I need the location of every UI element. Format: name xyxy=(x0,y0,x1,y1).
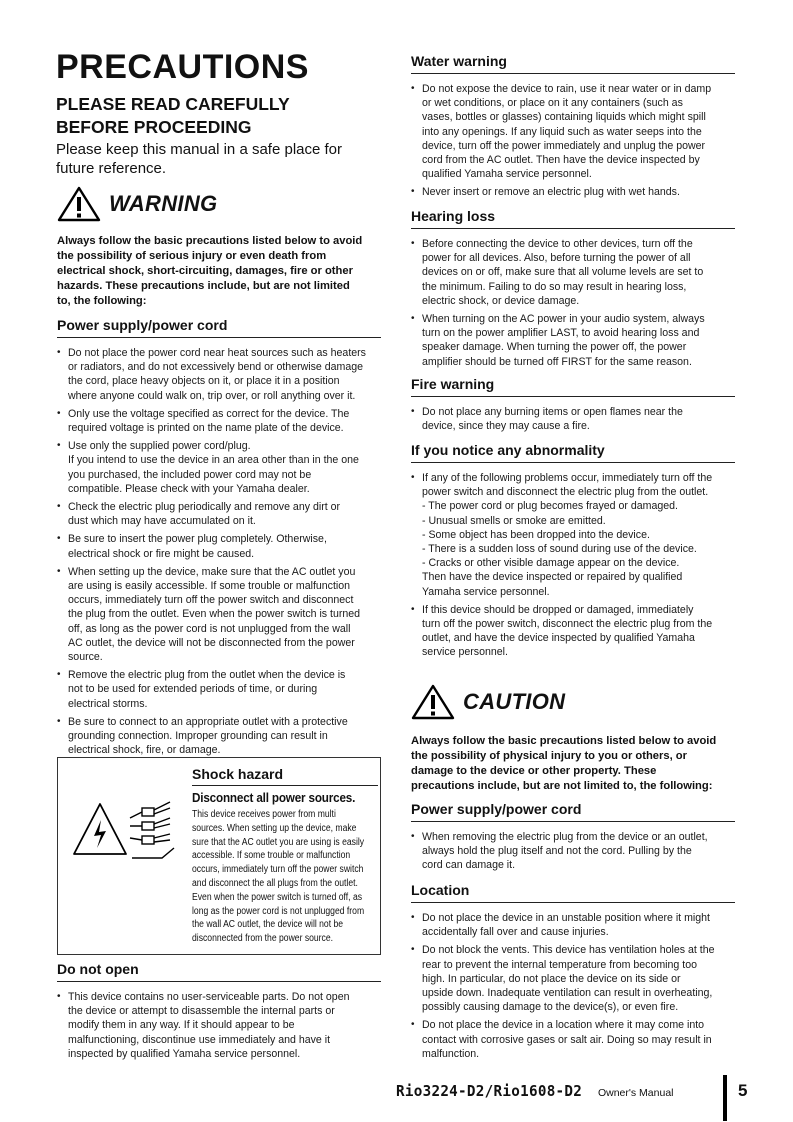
list-item-line: off, as long as the power cord is not unplugged from the wall xyxy=(68,622,351,635)
warning-signal xyxy=(57,186,217,222)
list-item xyxy=(68,990,381,1061)
section-heading: Power supply/power cord xyxy=(57,317,381,338)
section-location xyxy=(411,882,735,1065)
list-item-line: turn off the power switch, disconnect the electric plug from the xyxy=(422,618,713,631)
list-item xyxy=(422,1018,735,1061)
list-item-line: • Use only the supplied power cord/plug. xyxy=(68,440,251,453)
list-item-line: • When removing the electric plug from the device or an outlet, xyxy=(422,831,708,843)
bullet-list xyxy=(411,82,735,200)
section-caution-power xyxy=(411,801,735,877)
list-item xyxy=(68,407,381,435)
list-item-line: device, since they may cause a fire. xyxy=(422,420,590,433)
list-item xyxy=(68,346,381,403)
footer xyxy=(396,1082,674,1100)
list-item-line: • When setting up the device, make sure that the AC outlet you xyxy=(68,565,356,578)
list-item-line: - Unusual smells or smoke are emitted. xyxy=(422,514,606,527)
shock-hazard-line: Even when the power switch is turned off, as xyxy=(192,891,363,903)
list-item-line: • Check the electric plug periodically and remove any dirt or xyxy=(68,501,341,514)
list-item-line: • Do not block the vents. This device has ventilation holes at the xyxy=(422,944,715,957)
bullet-list xyxy=(411,911,735,1061)
list-item-line: the minimum. Failing to do so may result in hearing loss, xyxy=(422,280,687,293)
manual-name: Owner's Manual xyxy=(597,1087,674,1099)
list-item-line: • Remove the electric plug from the outlet when the device is xyxy=(68,669,346,682)
list-item-line: not to be used for extended periods of time, or during xyxy=(68,683,318,696)
list-item-line: dust which may have accumulated on it. xyxy=(68,515,256,528)
list-item-line: devices on or off, make sure that all volume levels are set to xyxy=(422,266,704,279)
list-item-line: are using is easily accessible. If some trouble or malfunction xyxy=(68,580,351,593)
list-item xyxy=(422,312,735,369)
bullet-list xyxy=(411,405,735,433)
list-item-line: • Do not place the device in a location where it may come into xyxy=(422,1019,705,1032)
list-item-line: into any openings. If any liquid such as water seeps into the xyxy=(422,125,702,138)
section-heading: Fire warning xyxy=(411,376,735,397)
list-item-line: • Never insert or remove an electric plug with wet hands. xyxy=(422,186,680,199)
shock-hazard-box xyxy=(57,757,381,955)
shock-hazard-line: the wall AC outlet, the device will not be xyxy=(192,919,344,931)
list-item-line: the device or attempt to disassemble the internal parts or xyxy=(68,1005,335,1018)
bullet-list xyxy=(57,990,381,1061)
list-item-line: power switch and disconnect the electric plug from the outlet. xyxy=(422,486,709,499)
page-rule xyxy=(723,1075,727,1121)
list-item-line: • Only use the voltage specified as correct for the device. The xyxy=(68,407,350,420)
caution-triangle-icon xyxy=(411,684,455,720)
list-item-line: • If any of the following problems occur, immediately turn off the xyxy=(422,472,713,484)
list-item-line: upside down. Inadequate ventilation can result in overheating, xyxy=(422,987,713,1000)
model-name: Rio3224-D2/Rio1608-D2 xyxy=(396,1082,583,1100)
list-item xyxy=(422,603,735,660)
list-item-line: speaker damage. When turning the power off, the power xyxy=(422,341,687,354)
section-heading: Do not open xyxy=(57,961,381,982)
list-item xyxy=(422,830,735,873)
list-item-line: qualified Yamaha service personnel. xyxy=(422,168,592,181)
list-item-line: • If this device should be dropped or damaged, immediately xyxy=(422,603,694,616)
list-item-line: electrical storms. xyxy=(68,697,148,710)
shock-hazard-text xyxy=(192,808,374,946)
shock-hazard-line: accessible. If some trouble or malfunction xyxy=(192,850,351,862)
list-item-line: modify them in any way. If it should appear to be xyxy=(68,1019,295,1032)
bullet-list xyxy=(411,830,735,873)
shock-hazard-line: occurs, immediately turn off the power switch xyxy=(192,864,364,876)
keep-manual-note: Please keep this manual in a safe place for future reference. xyxy=(56,141,343,177)
shock-hazard-line: sure that the AC outlet you are using is easily xyxy=(192,836,365,848)
list-item-line: • When turning on the AC power in your audio system, always xyxy=(422,313,705,326)
section-heading: Power supply/power cord xyxy=(411,801,735,822)
section-heading: Location xyxy=(411,882,735,903)
list-item xyxy=(422,82,735,181)
list-item-line: • Be sure to connect to an appropriate outlet with a protective xyxy=(68,715,348,728)
page-title: PRECAUTIONS xyxy=(56,48,309,86)
bullet-list xyxy=(411,237,735,369)
shock-hazard-heading: Shock hazard xyxy=(192,766,378,786)
list-item-line: contact with corrosive gases or salt air. Doing so may result in xyxy=(422,1033,712,1046)
section-abnormality xyxy=(411,442,735,664)
list-item-line: turn on the power amplifier LAST, to avoid hearing loss and xyxy=(422,327,700,340)
warning-triangle-icon xyxy=(57,186,101,222)
section-do-not-open xyxy=(57,961,381,1065)
shock-hazard-line: This device receives power from multi xyxy=(192,809,336,820)
list-item-line: outlet, and have the device inspected by qualified Yamaha xyxy=(422,632,695,645)
list-item-line: • Do not expose the device to rain, use it near water or in damp xyxy=(422,83,712,95)
list-item-line: high. In particular, do not place the device on its side or xyxy=(422,972,681,985)
list-item-line: or radiators, and do not excessively bend or otherwise damage xyxy=(68,361,364,374)
list-item-line: device, turn off the power immediately and unplug the power xyxy=(422,139,706,152)
caution-signal xyxy=(411,684,565,720)
list-item-line: • Do not place the device in an unstable position where it might xyxy=(422,912,710,924)
list-item-line: - There is a sudden loss of sound during use of the device. xyxy=(422,543,697,556)
list-item-line: • Be sure to insert the power plug completely. Otherwise, xyxy=(68,533,327,546)
list-item-line: vases, bottles or glasses) containing liquids which might spill xyxy=(422,111,706,124)
shock-hazard-line: disconnected from the power source. xyxy=(192,933,334,945)
list-item-line: - Some object has been dropped into the device. xyxy=(422,528,650,541)
list-item-line: accidentally fall over and cause injuries. xyxy=(422,926,609,939)
list-item-line: grounding connection. Improper grounding can result in xyxy=(68,730,328,743)
list-item-line: the plug from the outlet. Even when the power switch is turned xyxy=(68,608,361,621)
list-item xyxy=(68,532,381,560)
shock-hazard-line: and disconnect the all plugs from the outlet. xyxy=(192,877,358,889)
electric-shock-icon xyxy=(70,798,180,878)
list-item-line: Then have the device inspected or repaired by qualified xyxy=(422,571,683,584)
list-item-line: service personnel. xyxy=(422,646,508,659)
list-item xyxy=(422,911,735,939)
list-item-line: - The power cord or plug becomes frayed or damaged. xyxy=(422,500,678,513)
list-item xyxy=(68,439,381,496)
list-item-line: source. xyxy=(68,651,103,664)
list-item-line: the cord, place heavy objects on it, or place it in a position xyxy=(68,375,340,388)
list-item xyxy=(422,471,735,599)
section-hearing-loss xyxy=(411,208,735,373)
list-item-line: • This device contains no user-serviceable parts. Do not open xyxy=(68,991,350,1003)
list-item-line: electrical shock or fire might be caused. xyxy=(68,547,255,560)
list-item-line: required voltage is printed on the name plate of the device. xyxy=(68,422,344,435)
list-item-line: power for all devices. Also, before turning the power of all xyxy=(422,252,691,265)
list-item xyxy=(68,715,381,758)
bullet-list xyxy=(57,346,381,757)
list-item-line: amplifier should be turned off FIRST for the same reason. xyxy=(422,355,692,368)
list-item-line: rear to prevent the internal temperature from becoming too xyxy=(422,958,697,971)
caution-intro: Always follow the basic precautions listed below to avoid the possibility of physical injury to you or others, or damage to the device or other property. These precautions include, but are not limited to, the following: xyxy=(411,735,717,792)
shock-hazard-line: sources. When setting up the device, make xyxy=(192,822,357,834)
list-item xyxy=(68,668,381,711)
list-item xyxy=(422,237,735,308)
list-item-line: electric shock, or device damage. xyxy=(422,294,580,307)
shock-hazard-subheading: Disconnect all power sources. xyxy=(192,790,356,805)
list-item-line: - Cracks or other visible damage appear on the device. xyxy=(422,557,680,570)
list-item-line: or wet conditions, or place on it any containers (such as xyxy=(422,97,683,110)
page-number: 5 xyxy=(738,1081,748,1100)
section-heading: Water warning xyxy=(411,53,735,74)
list-item xyxy=(68,565,381,664)
section-fire-warning xyxy=(411,376,735,437)
caution-label: CAUTION xyxy=(463,689,566,714)
list-item-line: • Before connecting the device to other devices, turn off the xyxy=(422,238,693,250)
list-item-line: possibly causing damage to the device(s), or even fire. xyxy=(422,1001,679,1014)
list-item-line: compatible. Please check with your Yamaha dealer. xyxy=(68,482,310,495)
list-item-line: where anyone could walk on, trip over, or roll anything over it. xyxy=(68,389,356,402)
list-item-line: If you intend to use the device in an area other than in the one xyxy=(68,454,359,467)
warning-intro: Always follow the basic precautions listed below to avoid the possibility of serious injury or even death from electrical shock, short-circuiting, damages, fire or other hazards. These precautions include, but are not limited to, the following: xyxy=(57,235,363,307)
list-item-line: inspected by qualified Yamaha service personnel. xyxy=(68,1047,301,1060)
list-item-line: cord can damage it. xyxy=(422,859,516,872)
section-power-supply xyxy=(57,317,381,761)
list-item xyxy=(422,943,735,1014)
list-item-line: • Do not place the power cord near heat sources such as heaters xyxy=(68,347,366,359)
list-item-line: electrical shock, fire, or damage. xyxy=(68,744,221,757)
page-subtitle: PLEASE READ CAREFULLY BEFORE PROCEEDING xyxy=(56,94,290,137)
section-water-warning xyxy=(411,53,735,204)
shock-hazard-line: long as the power cord is not unplugged from xyxy=(192,905,365,917)
section-heading: Hearing loss xyxy=(411,208,735,229)
list-item-line: always hold the plug itself and not the cord. Pulling by the xyxy=(422,845,692,858)
bullet-list xyxy=(411,471,735,660)
list-item xyxy=(68,500,381,528)
list-item-line: Yamaha service personnel. xyxy=(422,585,550,598)
list-item-line: malfunctioning, discontinue use immediately and have it xyxy=(68,1033,331,1046)
list-item-line: cord from the AC outlet. Then have the device inspected by xyxy=(422,154,700,167)
list-item-line: occurs, immediately turn off the power switch and disconnect xyxy=(68,594,354,607)
list-item-line: AC outlet, the device will not be disconnected from the power xyxy=(68,636,355,649)
list-item xyxy=(422,185,735,199)
section-heading: If you notice any abnormality xyxy=(411,442,735,463)
list-item-line: • Do not place any burning items or open flames near the xyxy=(422,406,683,418)
list-item xyxy=(422,405,735,433)
warning-label: WARNING xyxy=(109,191,218,216)
list-item-line: malfunction. xyxy=(422,1047,480,1060)
list-item-line: you purchased, the included power cord may not be xyxy=(68,468,312,481)
